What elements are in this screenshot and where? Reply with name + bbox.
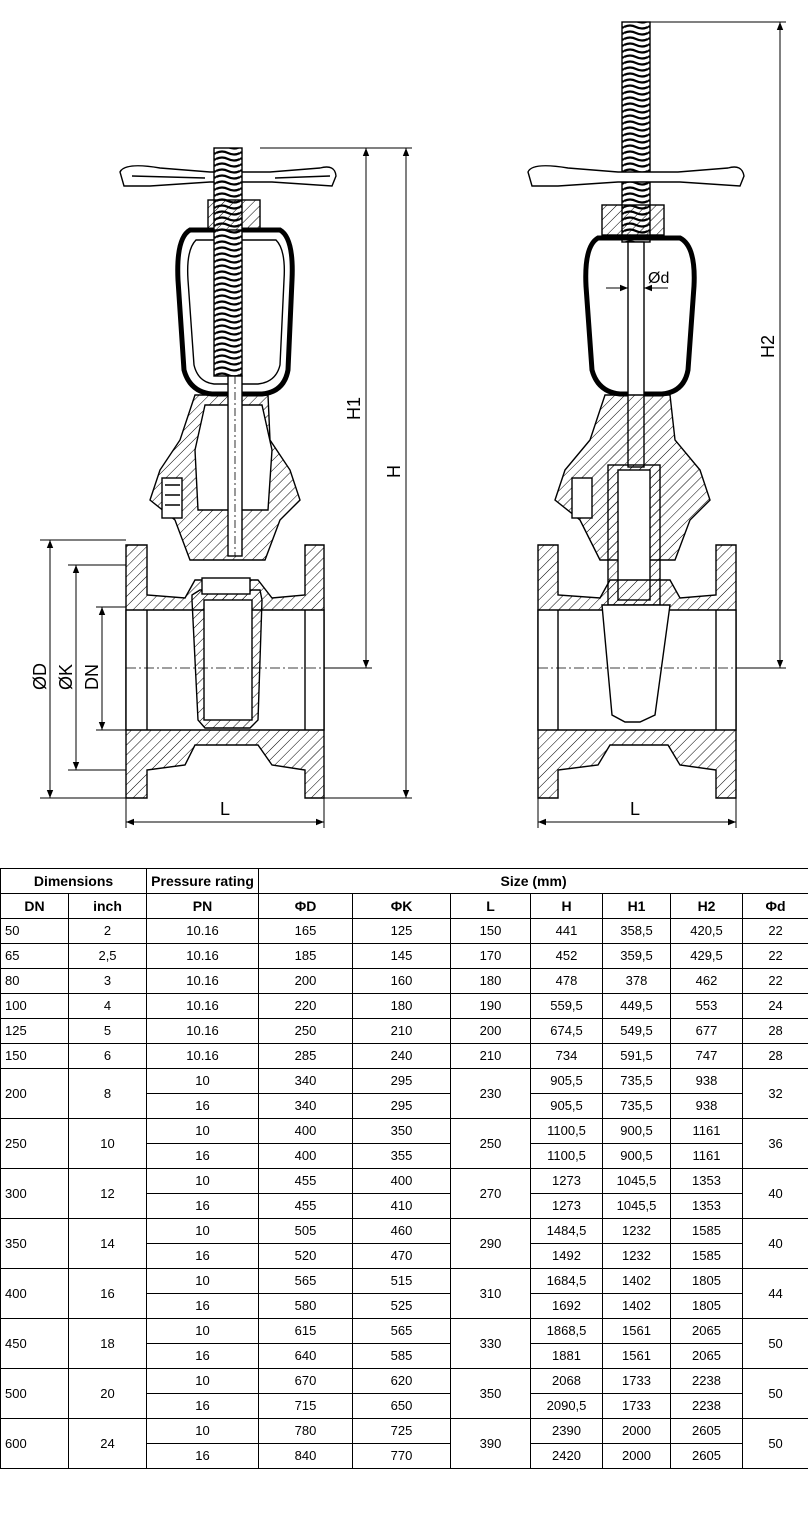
cell-l: 290	[451, 1219, 531, 1269]
cell-h1: 591,5	[603, 1044, 671, 1069]
cell-k: 350	[353, 1119, 451, 1144]
cell-h1: 1733	[603, 1369, 671, 1394]
cell-d: 615	[259, 1319, 353, 1344]
cell-h2: 1805	[671, 1269, 743, 1294]
cell-h: 2390	[531, 1419, 603, 1444]
cell-h2: 2238	[671, 1394, 743, 1419]
cell-d: 840	[259, 1444, 353, 1469]
cell-inch: 6	[69, 1044, 147, 1069]
cell-h: 1100,5	[531, 1119, 603, 1144]
cell-inch: 4	[69, 994, 147, 1019]
cell-h: 674,5	[531, 1019, 603, 1044]
cell-k: 770	[353, 1444, 451, 1469]
cell-h: 734	[531, 1044, 603, 1069]
cell-h1: 1561	[603, 1319, 671, 1344]
cell-h: 441	[531, 919, 603, 944]
cell-h2: 938	[671, 1094, 743, 1119]
cell-h1: 1402	[603, 1269, 671, 1294]
table-row	[1, 944, 808, 969]
label-dim-k: ØK	[56, 663, 76, 690]
header-inch: inch	[69, 894, 147, 919]
cell-k: 210	[353, 1019, 451, 1044]
cell-dn: 125	[1, 1019, 69, 1044]
cell-d: 455	[259, 1169, 353, 1194]
cell-d: 400	[259, 1144, 353, 1169]
cell-inch: 3	[69, 969, 147, 994]
cell-h: 1492	[531, 1244, 603, 1269]
cell-dn: 600	[1, 1419, 69, 1469]
cell-phi-d: 24	[743, 994, 808, 1019]
label-dim-d: ØD	[30, 663, 50, 690]
cell-d: 640	[259, 1344, 353, 1369]
header-h1: H1	[603, 894, 671, 919]
header-size: Size (mm)	[259, 869, 808, 894]
cell-h1: 1232	[603, 1219, 671, 1244]
table-row	[1, 1019, 808, 1044]
cell-d: 780	[259, 1419, 353, 1444]
cell-h1: 378	[603, 969, 671, 994]
cell-h2: 938	[671, 1069, 743, 1094]
cell-dn: 250	[1, 1119, 69, 1169]
cell-pn: 10	[147, 1319, 259, 1344]
cell-k: 295	[353, 1069, 451, 1094]
left-valve-view	[120, 148, 336, 798]
cell-d: 565	[259, 1269, 353, 1294]
cell-pn: 16	[147, 1344, 259, 1369]
cell-h1: 735,5	[603, 1069, 671, 1094]
cell-k: 725	[353, 1419, 451, 1444]
cell-h: 2068	[531, 1369, 603, 1394]
cell-h1: 900,5	[603, 1144, 671, 1169]
right-valve-view	[528, 22, 744, 798]
cell-h1: 1561	[603, 1344, 671, 1369]
header-h: H	[531, 894, 603, 919]
cell-h2: 2065	[671, 1319, 743, 1344]
cell-k: 410	[353, 1194, 451, 1219]
label-dim-h1: H1	[344, 396, 364, 420]
cell-d: 520	[259, 1244, 353, 1269]
cell-h: 2090,5	[531, 1394, 603, 1419]
cell-pn: 10.16	[147, 919, 259, 944]
cell-h1: 449,5	[603, 994, 671, 1019]
table-row	[1, 1069, 808, 1094]
cell-d: 715	[259, 1394, 353, 1419]
cell-k: 650	[353, 1394, 451, 1419]
cell-h1: 358,5	[603, 919, 671, 944]
cell-h: 2420	[531, 1444, 603, 1469]
cell-k: 565	[353, 1319, 451, 1344]
cell-k: 295	[353, 1094, 451, 1119]
cell-d: 455	[259, 1194, 353, 1219]
cell-dn: 450	[1, 1319, 69, 1369]
cell-dn: 200	[1, 1069, 69, 1119]
cell-k: 460	[353, 1219, 451, 1244]
cell-l: 250	[451, 1119, 531, 1169]
cell-dn: 300	[1, 1169, 69, 1219]
cell-pn: 16	[147, 1244, 259, 1269]
cell-k: 525	[353, 1294, 451, 1319]
header-phi-d: Φd	[743, 894, 808, 919]
table-row	[1, 1219, 808, 1244]
cell-inch: 16	[69, 1269, 147, 1319]
cell-h: 905,5	[531, 1094, 603, 1119]
table-body	[1, 919, 808, 1469]
header-d: ΦD	[259, 894, 353, 919]
cell-k: 180	[353, 994, 451, 1019]
cell-l: 180	[451, 969, 531, 994]
cell-l: 310	[451, 1269, 531, 1319]
cell-pn: 16	[147, 1144, 259, 1169]
cell-d: 580	[259, 1294, 353, 1319]
cell-pn: 10	[147, 1219, 259, 1244]
label-dim-phi-d: Ød	[648, 270, 670, 287]
cell-inch: 2	[69, 919, 147, 944]
cell-inch: 5	[69, 1019, 147, 1044]
header-pn: PN	[147, 894, 259, 919]
cell-h2: 1585	[671, 1244, 743, 1269]
cell-dn: 400	[1, 1269, 69, 1319]
cell-inch: 10	[69, 1119, 147, 1169]
table-row	[1, 1419, 808, 1444]
table-row	[1, 969, 808, 994]
cell-d: 200	[259, 969, 353, 994]
cell-pn: 10.16	[147, 1019, 259, 1044]
cell-pn: 16	[147, 1394, 259, 1419]
cell-h: 1881	[531, 1344, 603, 1369]
cell-inch: 2,5	[69, 944, 147, 969]
cell-h1: 2000	[603, 1419, 671, 1444]
cell-h1: 1402	[603, 1294, 671, 1319]
cell-l: 390	[451, 1419, 531, 1469]
cell-inch: 8	[69, 1069, 147, 1119]
cell-l: 190	[451, 994, 531, 1019]
cell-d: 400	[259, 1119, 353, 1144]
table-row	[1, 1269, 808, 1294]
dimensions-table	[0, 868, 808, 1469]
header-dimensions: Dimensions	[1, 869, 147, 894]
header-dn: DN	[1, 894, 69, 919]
cell-h: 905,5	[531, 1069, 603, 1094]
cell-inch: 12	[69, 1169, 147, 1219]
cell-phi-d: 50	[743, 1369, 808, 1419]
cell-h2: 462	[671, 969, 743, 994]
cell-h2: 553	[671, 994, 743, 1019]
cell-d: 340	[259, 1094, 353, 1119]
cell-dn: 150	[1, 1044, 69, 1069]
cell-pn: 10	[147, 1069, 259, 1094]
cell-h1: 1045,5	[603, 1169, 671, 1194]
cell-d: 505	[259, 1219, 353, 1244]
cell-phi-d: 22	[743, 944, 808, 969]
cell-k: 240	[353, 1044, 451, 1069]
cell-h2: 1161	[671, 1119, 743, 1144]
cell-h2: 677	[671, 1019, 743, 1044]
cell-l: 230	[451, 1069, 531, 1119]
cell-pn: 10.16	[147, 994, 259, 1019]
cell-phi-d: 36	[743, 1119, 808, 1169]
cell-h1: 1733	[603, 1394, 671, 1419]
table-row	[1, 994, 808, 1019]
cell-phi-d: 22	[743, 919, 808, 944]
cell-h1: 900,5	[603, 1119, 671, 1144]
cell-pn: 10	[147, 1269, 259, 1294]
label-dim-l-right: L	[630, 799, 641, 819]
cell-l: 210	[451, 1044, 531, 1069]
cell-pn: 10	[147, 1169, 259, 1194]
cell-h2: 2605	[671, 1419, 743, 1444]
table-row	[1, 1044, 808, 1069]
cell-phi-d: 40	[743, 1169, 808, 1219]
cell-h2: 1805	[671, 1294, 743, 1319]
cell-h2: 1353	[671, 1194, 743, 1219]
cell-d: 250	[259, 1019, 353, 1044]
cell-h2: 2238	[671, 1369, 743, 1394]
cell-k: 585	[353, 1344, 451, 1369]
table-row	[1, 1369, 808, 1394]
cell-d: 670	[259, 1369, 353, 1394]
cell-h: 1692	[531, 1294, 603, 1319]
cell-phi-d: 44	[743, 1269, 808, 1319]
cell-pn: 16	[147, 1444, 259, 1469]
cell-phi-d: 40	[743, 1219, 808, 1269]
cell-k: 470	[353, 1244, 451, 1269]
cell-k: 400	[353, 1169, 451, 1194]
cell-d: 285	[259, 1044, 353, 1069]
cell-k: 355	[353, 1144, 451, 1169]
cell-phi-d: 50	[743, 1319, 808, 1369]
cell-h: 1273	[531, 1169, 603, 1194]
cell-pn: 10.16	[147, 969, 259, 994]
cell-pn: 10	[147, 1369, 259, 1394]
cell-d: 165	[259, 919, 353, 944]
cell-l: 350	[451, 1369, 531, 1419]
cell-h: 1684,5	[531, 1269, 603, 1294]
cell-dn: 100	[1, 994, 69, 1019]
header-l: L	[451, 894, 531, 919]
cell-h: 1868,5	[531, 1319, 603, 1344]
cell-h: 478	[531, 969, 603, 994]
cell-l: 330	[451, 1319, 531, 1369]
cell-h2: 1585	[671, 1219, 743, 1244]
cell-h2: 429,5	[671, 944, 743, 969]
cell-d: 340	[259, 1069, 353, 1094]
cell-k: 620	[353, 1369, 451, 1394]
table-row	[1, 919, 808, 944]
cell-d: 220	[259, 994, 353, 1019]
cell-h: 1100,5	[531, 1144, 603, 1169]
cell-k: 515	[353, 1269, 451, 1294]
label-dim-l-left: L	[220, 799, 231, 819]
cell-inch: 20	[69, 1369, 147, 1419]
cell-k: 145	[353, 944, 451, 969]
cell-phi-d: 28	[743, 1019, 808, 1044]
cell-dn: 350	[1, 1219, 69, 1269]
label-dim-dn: DN	[82, 664, 102, 690]
cell-h2: 747	[671, 1044, 743, 1069]
cell-h2: 420,5	[671, 919, 743, 944]
cell-k: 160	[353, 969, 451, 994]
label-dim-h: H	[384, 465, 404, 478]
cell-pn: 16	[147, 1294, 259, 1319]
cell-h1: 549,5	[603, 1019, 671, 1044]
cell-phi-d: 50	[743, 1419, 808, 1469]
cell-h2: 2605	[671, 1444, 743, 1469]
cell-h: 1273	[531, 1194, 603, 1219]
cell-inch: 18	[69, 1319, 147, 1369]
cell-h: 559,5	[531, 994, 603, 1019]
cell-h1: 359,5	[603, 944, 671, 969]
cell-inch: 14	[69, 1219, 147, 1269]
cell-phi-d: 32	[743, 1069, 808, 1119]
cell-h2: 1161	[671, 1144, 743, 1169]
cell-h1: 1045,5	[603, 1194, 671, 1219]
cell-pn: 10.16	[147, 944, 259, 969]
table-row	[1, 1169, 808, 1194]
cell-h1: 735,5	[603, 1094, 671, 1119]
cell-h1: 2000	[603, 1444, 671, 1469]
header-pressure-rating: Pressure rating	[147, 869, 259, 894]
cell-pn: 10	[147, 1119, 259, 1144]
cell-h2: 2065	[671, 1344, 743, 1369]
cell-pn: 10.16	[147, 1044, 259, 1069]
cell-dn: 50	[1, 919, 69, 944]
cell-dn: 65	[1, 944, 69, 969]
cell-l: 170	[451, 944, 531, 969]
cell-phi-d: 22	[743, 969, 808, 994]
cell-inch: 24	[69, 1419, 147, 1469]
cell-l: 200	[451, 1019, 531, 1044]
cell-h: 1484,5	[531, 1219, 603, 1244]
cell-h: 452	[531, 944, 603, 969]
header-k: ΦK	[353, 894, 451, 919]
cell-phi-d: 28	[743, 1044, 808, 1069]
cell-h2: 1353	[671, 1169, 743, 1194]
cell-pn: 16	[147, 1194, 259, 1219]
cell-pn: 10	[147, 1419, 259, 1444]
cell-k: 125	[353, 919, 451, 944]
cell-h1: 1232	[603, 1244, 671, 1269]
table-row	[1, 1319, 808, 1344]
cell-dn: 500	[1, 1369, 69, 1419]
label-dim-h2: H2	[758, 334, 778, 358]
cell-dn: 80	[1, 969, 69, 994]
cell-l: 150	[451, 919, 531, 944]
header-h2: H2	[671, 894, 743, 919]
table-row	[1, 1119, 808, 1144]
cell-pn: 16	[147, 1094, 259, 1119]
cell-d: 185	[259, 944, 353, 969]
cell-l: 270	[451, 1169, 531, 1219]
